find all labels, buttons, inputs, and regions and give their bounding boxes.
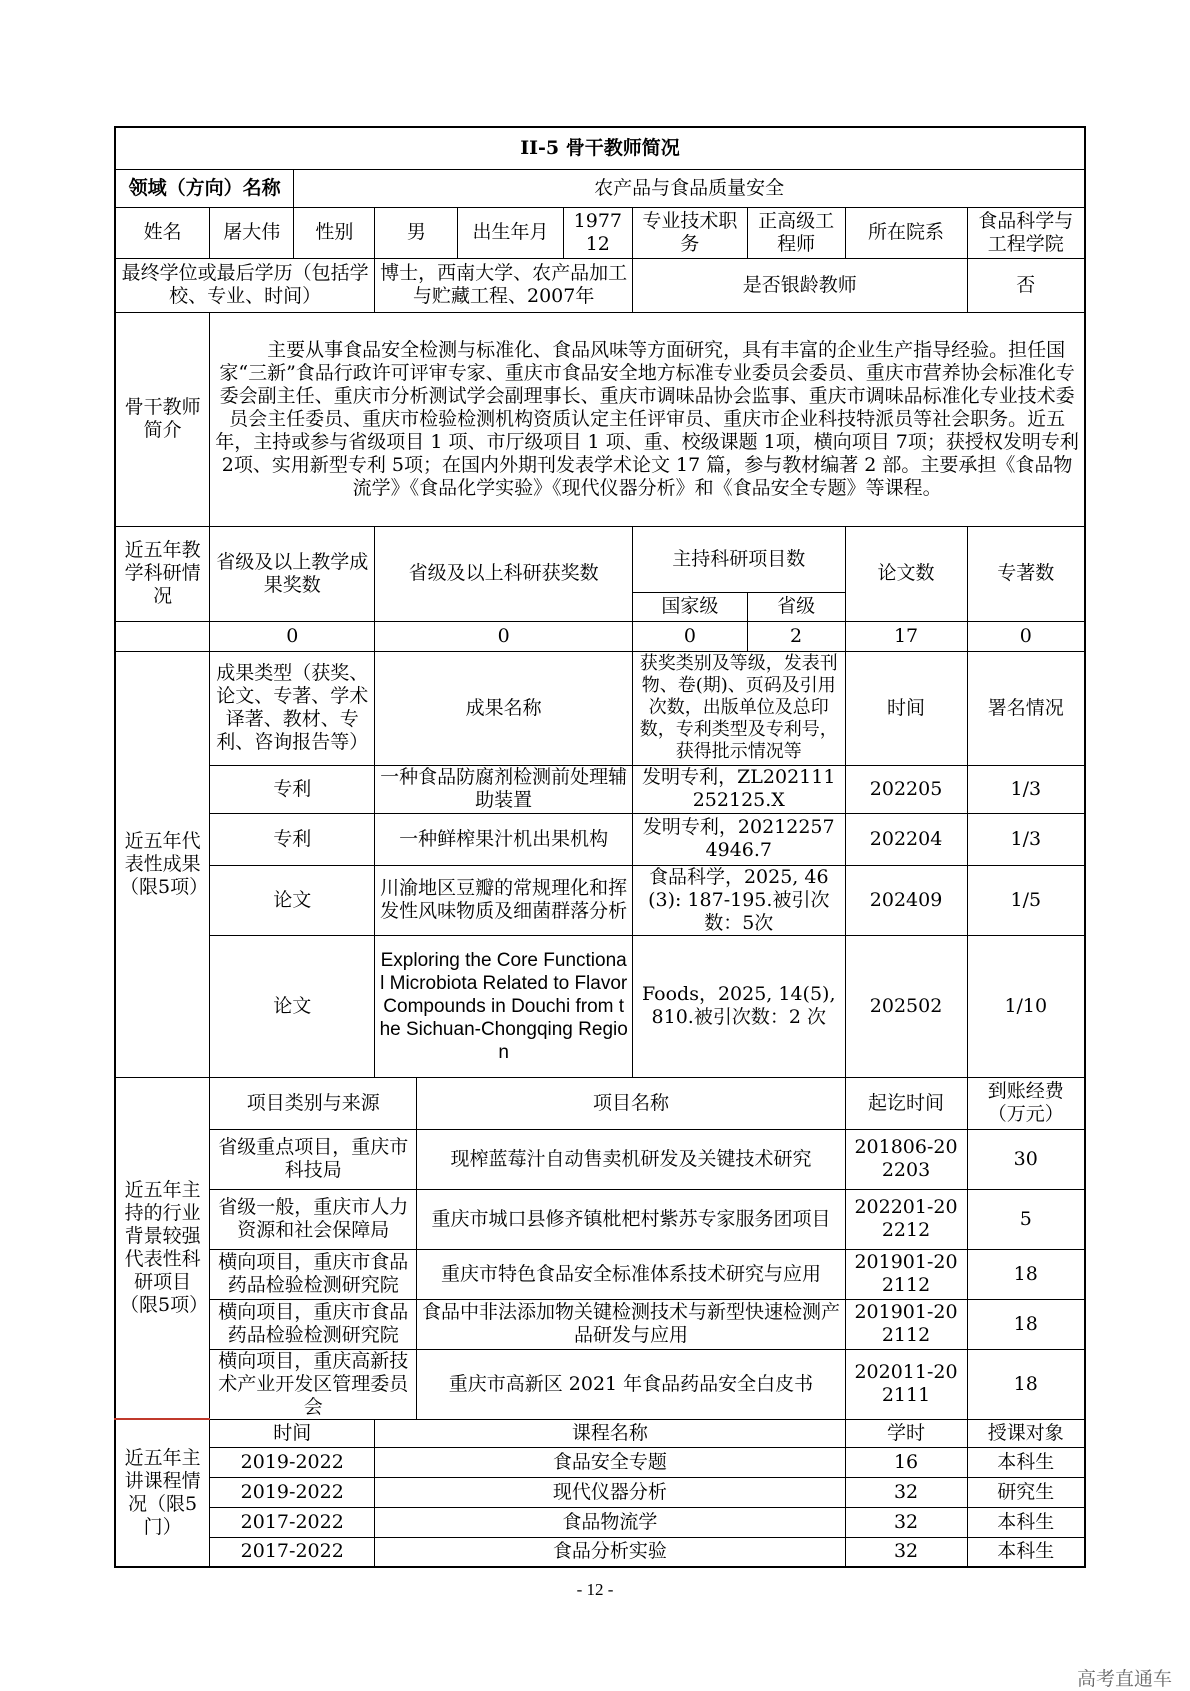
courses-header-time: 时间 <box>210 1419 375 1447</box>
watermark: 高考直通车 <box>1076 1668 1172 1690</box>
table-row <box>115 1537 1085 1567</box>
projects-header-source: 项目类别与来源 <box>210 1077 417 1129</box>
achievement-detail: 食品科学，2025, 46(3): 187-195.被引次数：5次 <box>633 865 845 935</box>
intro-text: 主要从事食品安全检测与标准化、食品风味等方面研究，具有丰富的企业生产指导经验。担任国家“三新”食品行政许可评审专家、重庆市食品安全地方标准专业委员会委员、重庆市营养协会标准化专委会副主任、重庆市分析测试学会副理事长、重庆市调味品协会监事、重庆市调味品标准化专业技术委员会主任委员、重庆市检验检测机构资质认定主任评审员、重庆市企业科技特派员等社会职务。近五年，主持或参与省级项目 1 项、市厅级项目 1 项、重、校级课题 1项，横向项目 7项；获授权发明专利 2项、实用新型专利 5项；在国内外期刊发表学术论文 17 篇，参与教材编著 2 部。主要承担《食品物流学》《食品化学实验》《现代仪器分析》和《食品安全专题》等课程。 <box>210 312 1085 526</box>
table-row <box>115 1349 1085 1419</box>
college-value: 食品科学与工程学院 <box>967 207 1085 258</box>
name-value: 屠大伟 <box>210 207 294 258</box>
achievements-header-time: 时间 <box>845 651 967 765</box>
papers-value: 17 <box>845 621 967 651</box>
achievement-sign: 1/3 <box>967 765 1085 813</box>
birth-value: 197712 <box>563 207 632 258</box>
courses-header-target: 授课对象 <box>967 1419 1085 1447</box>
achievement-type: 专利 <box>210 765 375 813</box>
project-period: 201901-202112 <box>845 1249 967 1299</box>
achievement-detail: Foods，2025, 14(5), 810.被引次数：2 次 <box>633 935 845 1077</box>
projects-header-name: 项目名称 <box>417 1077 845 1129</box>
national-value: 0 <box>633 621 748 651</box>
achievement-type: 论文 <box>210 935 375 1077</box>
papers-label: 论文数 <box>845 526 967 621</box>
project-source: 省级重点项目，重庆市科技局 <box>210 1129 417 1189</box>
research-summary-spacer <box>115 621 210 651</box>
name-label: 姓名 <box>115 207 210 258</box>
achievement-detail: 发明专利，ZL202111252125.X <box>633 765 845 813</box>
course-hours: 32 <box>845 1477 967 1507</box>
course-hours: 32 <box>845 1507 967 1537</box>
research-award-value: 0 <box>375 621 633 651</box>
research-award-label: 省级及以上科研获奖数 <box>375 526 633 621</box>
courses-header-name: 课程名称 <box>375 1419 845 1447</box>
project-name: 重庆市高新区 2021 年食品药品安全白皮书 <box>417 1349 845 1419</box>
table-row <box>115 1189 1085 1249</box>
achievement-sign: 1/5 <box>967 865 1085 935</box>
project-source: 省级一般，重庆市人力资源和社会保障局 <box>210 1189 417 1249</box>
achievement-name: 一种鲜榨果汁机出果机构 <box>375 813 633 865</box>
project-source: 横向项目，重庆市食品药品检验检测研究院 <box>210 1299 417 1349</box>
achievement-detail: 发明专利，202122574946.7 <box>633 813 845 865</box>
college-label: 所在院系 <box>845 207 967 258</box>
table-row <box>115 865 1085 935</box>
research-summary-label: 近五年教学科研情况 <box>115 526 210 621</box>
degree-value: 博士，西南大学、农产品加工与贮藏工程、2007年 <box>375 258 633 312</box>
project-name: 现榨蓝莓汁自动售卖机研发及关键技术研究 <box>417 1129 845 1189</box>
achievement-name: Exploring the Core Functional Microbiota Related to Flavor Compounds in Douchi from the Sichuan-Chongqing Region <box>375 935 633 1077</box>
projects-header-period: 起讫时间 <box>845 1077 967 1129</box>
projects-header-funding: 到账经费（万元） <box>967 1077 1085 1129</box>
achievement-time: 202502 <box>845 935 967 1077</box>
achievement-time: 202205 <box>845 765 967 813</box>
course-target: 本科生 <box>967 1447 1085 1477</box>
course-target: 本科生 <box>967 1537 1085 1567</box>
table-row <box>115 1129 1085 1189</box>
teacher-profile-table <box>114 126 1086 1568</box>
gender-label: 性别 <box>294 207 375 258</box>
page-number: - 12 - <box>576 1580 614 1599</box>
title-value: 正高级工程师 <box>747 207 845 258</box>
project-period: 202201-202212 <box>845 1189 967 1249</box>
teaching-award-label: 省级及以上教学成果奖数 <box>210 526 375 621</box>
silver-label: 是否银龄教师 <box>633 258 968 312</box>
achievement-type: 论文 <box>210 865 375 935</box>
course-time: 2019-2022 <box>210 1447 375 1477</box>
achievement-name: 一种食品防腐剂检测前处理辅助装置 <box>375 765 633 813</box>
achievements-header-sign: 署名情况 <box>967 651 1085 765</box>
achievements-header-name: 成果名称 <box>375 651 633 765</box>
birth-label: 出生年月 <box>458 207 563 258</box>
project-funding: 18 <box>967 1249 1085 1299</box>
project-source: 横向项目，重庆高新技术产业开发区管理委员会 <box>210 1349 417 1419</box>
project-period: 201901-202112 <box>845 1299 967 1349</box>
silver-value: 否 <box>967 258 1085 312</box>
project-name: 食品中非法添加物关键检测技术与新型快速检测产品研发与应用 <box>417 1299 845 1349</box>
table-row <box>115 935 1085 1077</box>
table-row <box>115 813 1085 865</box>
achievements-header-type: 成果类型（获奖、论文、专著、学术译著、教材、专利、咨询报告等） <box>210 651 375 765</box>
course-time: 2017-2022 <box>210 1537 375 1567</box>
course-hours: 16 <box>845 1447 967 1477</box>
courses-header-hours: 学时 <box>845 1419 967 1447</box>
courses-label: 近五年主讲课程情况（限5门） <box>115 1419 210 1567</box>
achievement-name: 川渝地区豆瓣的常规理化和挥发性风味物质及细菌群落分析 <box>375 865 633 935</box>
national-label: 国家级 <box>633 592 748 621</box>
project-period: 202011-202111 <box>845 1349 967 1419</box>
teaching-award-value: 0 <box>210 621 375 651</box>
project-funding: 30 <box>967 1129 1085 1189</box>
field-value: 农产品与食品质量安全 <box>294 169 1085 207</box>
course-name: 食品安全专题 <box>375 1447 845 1477</box>
table-row <box>115 1477 1085 1507</box>
course-name: 食品物流学 <box>375 1507 845 1537</box>
title-label: 专业技术职 务 <box>633 207 748 258</box>
course-name: 现代仪器分析 <box>375 1477 845 1507</box>
course-target: 研究生 <box>967 1477 1085 1507</box>
intro-label: 骨干教师简介 <box>115 312 210 526</box>
provincial-label: 省级 <box>747 592 845 621</box>
table-row <box>115 1507 1085 1537</box>
table-row <box>115 765 1085 813</box>
provincial-value: 2 <box>747 621 845 651</box>
achievement-type: 专利 <box>210 813 375 865</box>
books-label: 专著数 <box>967 526 1085 621</box>
achievements-label: 近五年代表性成果（限5项） <box>115 651 210 1077</box>
project-funding: 5 <box>967 1189 1085 1249</box>
project-name: 重庆市特色食品安全标准体系技术研究与应用 <box>417 1249 845 1299</box>
course-time: 2017-2022 <box>210 1507 375 1537</box>
project-funding: 18 <box>967 1349 1085 1419</box>
projects-label: 近五年主持的行业背景较强代表性科研项目（限5项） <box>115 1077 210 1419</box>
achievement-time: 202409 <box>845 865 967 935</box>
gender-value: 男 <box>375 207 458 258</box>
achievements-header-detail: 获奖类别及等级，发表刊物、卷(期)、页码及引用次数，出版单位及总印数，专利类型及专利号，获得批示情况等 <box>633 651 845 765</box>
achievement-sign: 1/3 <box>967 813 1085 865</box>
project-source: 横向项目，重庆市食品药品检验检测研究院 <box>210 1249 417 1299</box>
degree-label: 最终学位或最后学历（包括学校、专业、时间） <box>115 258 375 312</box>
projects-label: 主持科研项目数 <box>633 526 845 592</box>
section-title: II-5 骨干教师简况 <box>115 127 1085 169</box>
course-hours: 32 <box>845 1537 967 1567</box>
course-name: 食品分析实验 <box>375 1537 845 1567</box>
field-label: 领域（方向）名称 <box>115 169 294 207</box>
table-row <box>115 1249 1085 1299</box>
project-name: 重庆市城口县修齐镇枇杷村紫苏专家服务团项目 <box>417 1189 845 1249</box>
achievement-sign: 1/10 <box>967 935 1085 1077</box>
books-value: 0 <box>967 621 1085 651</box>
achievement-time: 202204 <box>845 813 967 865</box>
project-period: 201806-202203 <box>845 1129 967 1189</box>
course-time: 2019-2022 <box>210 1477 375 1507</box>
table-row <box>115 1447 1085 1477</box>
table-row <box>115 1299 1085 1349</box>
project-funding: 18 <box>967 1299 1085 1349</box>
course-target: 本科生 <box>967 1507 1085 1537</box>
